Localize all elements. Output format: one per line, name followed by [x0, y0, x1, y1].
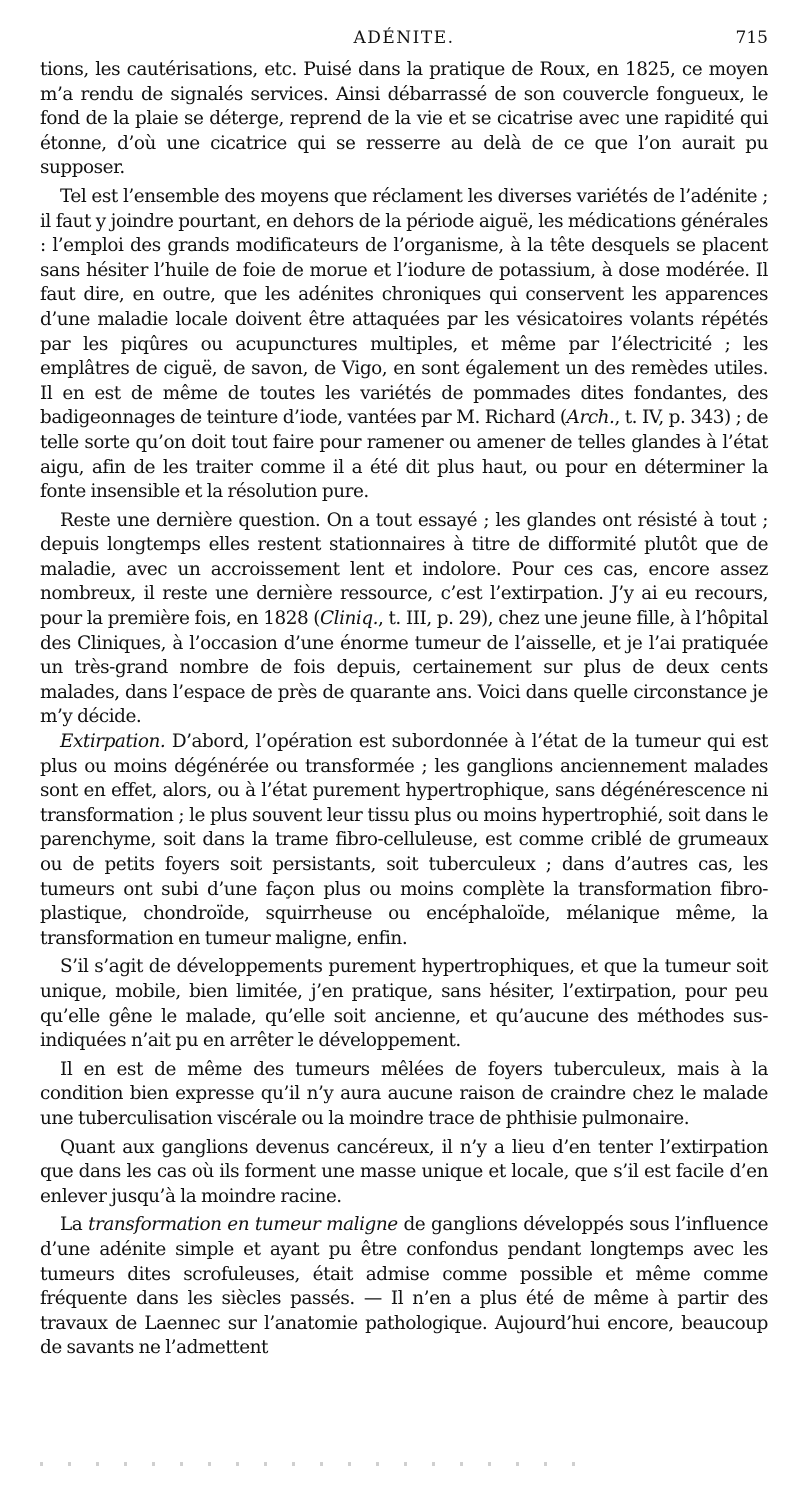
text-run: Reste une dernière question. On a tout essayé ; les glandes ont résisté à tout ; depuis longtemps elles restent stationnaires à titre de difformité plutôt que de maladie, avec un accroissement lent et indolore. Pour ces cas, encore assez nombreux, il reste une dernière ressource, c’est l’extirpation. J’y ai eu recours, pour la première fois, en 1828 (: [40, 509, 768, 630]
page-number: 715: [735, 28, 768, 48]
emphasis-italic: transformation en tumeur maligne: [88, 1214, 398, 1236]
text-run: de ganglions développés sous l’influence d’une adénite simple et ayant pu être confondus pendant longtemps avec les tumeurs dites scrofuleuses, était admise comme possible et même comme fréquente dans les siècles passés. — Il n’en a plus été de même à partir des travaux de Laennec sur l’anatomie pathologique. Aujourd’hui encore, beaucoup de savants ne l’admettent: [40, 1214, 768, 1359]
paragraph: [40, 955, 768, 1053]
text-run: , t. III, p. 29), chez une jeune fille, à l’hôpital des Cliniques, à l’occasion d’une énorme tumeur de l’aisselle, et je l’ai pratiquée un très-grand nombre de fois depuis, certainement sur plus de deux cents malades, dans l’espace de près de quarante ans. Voici dans quelle circonstance je m’y décide.: [40, 608, 768, 728]
paragraph: [40, 58, 768, 181]
text-run: Il en est de même des tumeurs mêlées de foyers tuberculeux, mais à la condition bien expresse qu’il n’y aura aucune raison de craindre chez le malade une tuberculisation viscérale ou la moindre trace de phthisie pulmonaire.: [40, 1058, 768, 1129]
running-header: [40, 28, 768, 58]
text-run: , t. IV, p. 343) ; de telle sorte qu’on doit tout faire pour ramener ou amener de telles glandes à l’état aigu, afin de les traiter comme il a été dit plus haut, ou pour en déterminer la fonte insensible et la résolution pure.: [40, 407, 768, 503]
section-heading-italic: Extirpation.: [60, 731, 166, 753]
text-run: La: [60, 1214, 89, 1236]
scan-specks: [40, 1462, 600, 1466]
text-run: D’abord, l’opération est subordonnée à l’état de la tumeur qui est plus ou moins dégénérée ou transformée ; les ganglions anciennement malades sont en effet, alors, ou à l’état purement hypertrophique, sans dégénérescence ni transformation ; le plus souvent leur tissu plus ou moins hypertrophié, soit dans le parenchyme, soit dans la trame fibro-celluleuse, est comme criblé de grumeaux ou de petits foyers soit persistants, soit tuberculeux ; dans d’autres cas, les tumeurs ont subi d’une façon plus ou moins complète la transformation fibro-plastique, chondroïde, squirrheuse ou encéphaloïde, mélanique même, la transformation en tumeur maligne, enfin.: [40, 731, 768, 949]
citation-italic: Arch.: [566, 407, 615, 429]
chapter-title: ADÉNITE.: [353, 28, 455, 48]
paragraph: [40, 1058, 768, 1132]
body-text: [40, 58, 768, 1361]
paragraph: [40, 1213, 768, 1361]
text-run: Quant aux ganglions devenus cancéreux, il n’y a lieu d’en tenter l’extirpation que dans les cas où ils forment une masse unique et locale, que s’il est facile d’en enlever jusqu’à la moindre racine.: [40, 1136, 768, 1207]
paragraph: [40, 185, 768, 505]
text-run: tions, les cautérisations, etc. Puisé dans la pratique de Roux, en 1825, ce moyen m’a rendu de signalés services. Ainsi débarrassé de son couvercle fongueux, le fond de la plaie se déterge, reprend de la vie et se cicatrise avec une rapidité qui étonne, d’où une cicatrice qui se resserre au delà de ce que l’on aurait pu supposer.: [40, 59, 768, 179]
paragraph: [40, 730, 768, 951]
citation-italic: Cliniq.: [320, 608, 379, 630]
paragraph: [40, 509, 768, 730]
text-run: S’il s’agit de développements purement hypertrophiques, et que la tumeur soit unique, mobile, bien limitée, j’en pratique, sans hésiter, l’extirpation, pour peu qu’elle gêne le malade, qu’elle soit ancienne, et qu’aucune des méthodes sus-indiquées n’ait pu en arrêter le développement.: [40, 956, 768, 1052]
text-run: Tel est l’ensemble des moyens que réclament les diverses variétés de l’adénite ; il faut y joindre pourtant, en dehors de la période aiguë, les médications générales : l’emploi des grands modificateurs de l’organisme, à la tête desquels se placent sans hésiter l’huile de foie de morue et l’iodure de potassium, à dose modérée. Il faut dire, en outre, que les adénites chroniques qui conservent les apparences d’une maladie locale doivent être attaquées par les vésicatoires volants répétés par les piqûres ou acupunctures multiples, et même par l’électricité ; les emplâtres de ciguë, de savon, de Vigo, en sont également un des remèdes utiles. Il en est de même de toutes les variétés de pommades dites fondantes, des badigeonnages de teinture d’iode, vantées par M. Richard (: [40, 185, 768, 429]
paragraph: [40, 1136, 768, 1210]
